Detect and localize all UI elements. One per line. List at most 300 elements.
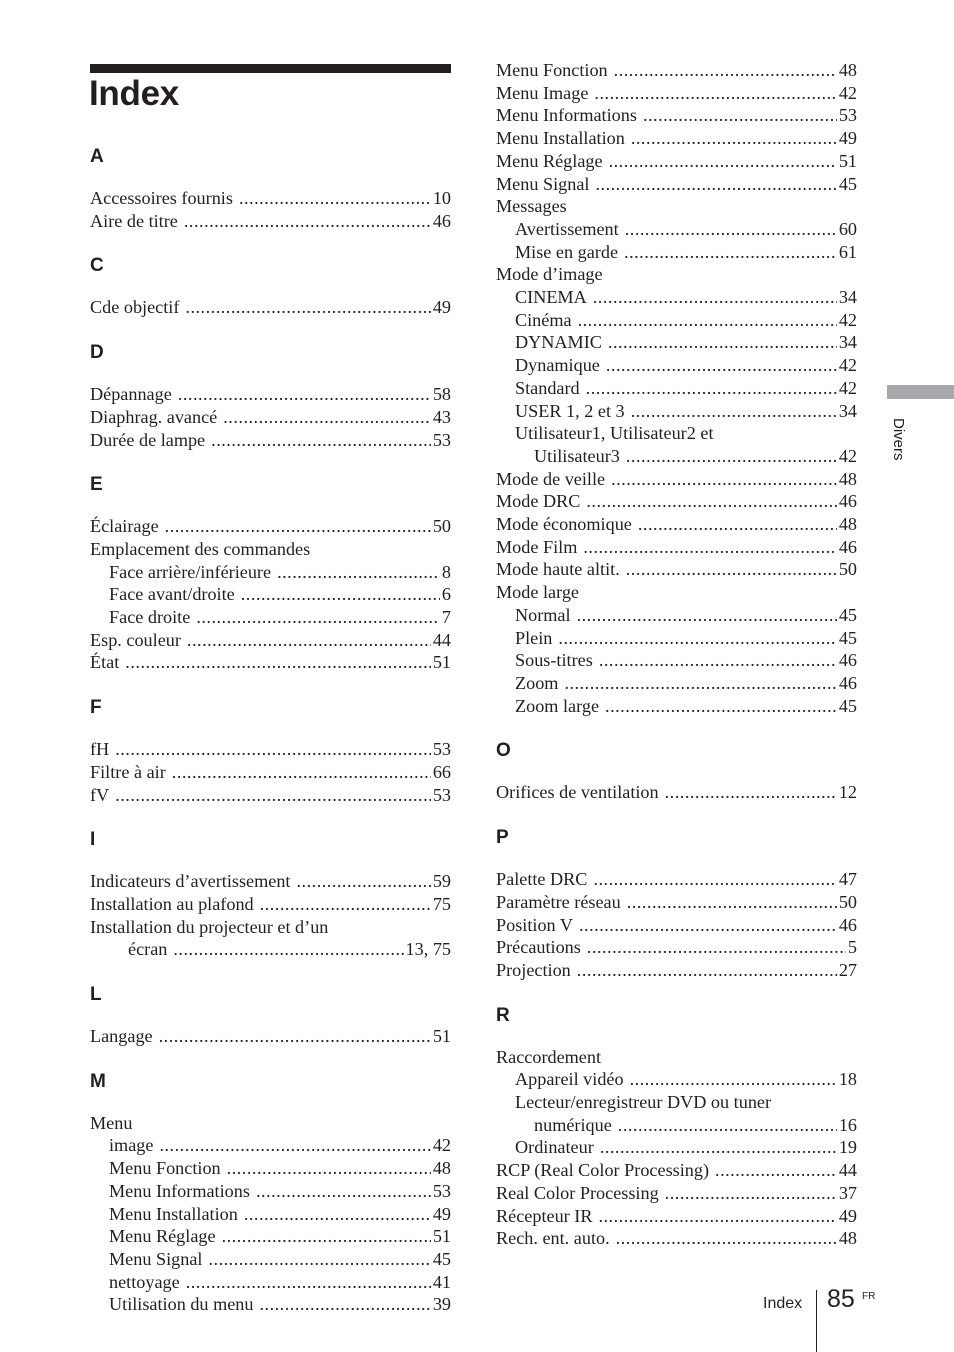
index-section (90, 474, 451, 674)
index-entry (496, 127, 857, 150)
dot-leader (605, 695, 837, 718)
entry-page-ref: 42 (838, 355, 857, 376)
dot-leader (239, 187, 431, 210)
index-entry (90, 1293, 451, 1316)
entry-label: Face arrière/inférieure (109, 561, 272, 582)
index-section (90, 829, 451, 961)
entry-page-ref: 45 (432, 1248, 451, 1269)
dot-leader (614, 59, 837, 82)
index-heading: Menu (90, 1112, 133, 1133)
index-entry (90, 515, 451, 538)
index-entry (496, 59, 857, 82)
dot-leader (196, 606, 440, 629)
section-letter: I (90, 829, 96, 851)
index-entry (496, 1136, 857, 1159)
dot-leader (227, 1157, 431, 1180)
dot-leader (625, 218, 837, 241)
section-letter: R (496, 1004, 510, 1026)
entry-label: Éclairage (90, 516, 159, 537)
entry-page-ref: 51 (432, 652, 451, 673)
index-entry (90, 406, 451, 429)
index-entry (90, 738, 451, 761)
entry-label: Mise en garde (515, 241, 619, 262)
index-entry (90, 429, 451, 452)
entry-page-ref: 34 (838, 400, 857, 421)
entry-label: Projection (496, 959, 571, 980)
index-entry (90, 583, 451, 606)
entry-label: Accessoires fournis (90, 188, 233, 208)
entry-page-ref: 53 (432, 784, 451, 805)
index-entry (496, 490, 857, 513)
index-heading: Lecteur/enregistreur DVD ou tuner (515, 1092, 772, 1113)
index-entry (496, 331, 857, 354)
dot-leader (259, 1293, 430, 1316)
dot-leader (260, 893, 431, 916)
entry-page-ref: 8 (441, 561, 451, 582)
entry-label: nettoyage (109, 1271, 180, 1292)
index-entry (90, 629, 451, 652)
page-number: 85 (827, 1285, 855, 1313)
index-column-right (496, 59, 857, 1273)
entry-label: Ordinateur (515, 1137, 594, 1158)
index-entry (90, 1180, 451, 1203)
dot-leader (665, 1182, 837, 1205)
index-entry (90, 561, 451, 584)
entry-label: Zoom (515, 672, 559, 693)
entry-label: État (90, 652, 120, 673)
dot-leader (115, 784, 431, 807)
entry-label: Utilisation du menu (109, 1294, 254, 1315)
section-letter: E (90, 474, 103, 496)
index-heading: Utilisateur1, Utilisateur2 et (515, 423, 714, 444)
entry-label: Diaphrag. avancé (90, 406, 218, 427)
dot-leader (558, 627, 836, 650)
index-entry (496, 400, 857, 423)
entry-page-ref: 39 (432, 1294, 451, 1315)
dot-leader (159, 1025, 431, 1048)
entry-page-ref: 6 (441, 584, 451, 605)
entry-page-ref: 42 (432, 1135, 451, 1156)
dot-leader (241, 583, 440, 606)
index-entry (496, 781, 857, 804)
index-entry (496, 104, 857, 127)
dot-leader (125, 651, 431, 674)
entry-page-ref: 51 (838, 150, 857, 171)
entry-page-ref: 34 (838, 332, 857, 353)
dot-leader (600, 1136, 837, 1159)
index-section (90, 984, 451, 1048)
entry-page-ref: 41 (432, 1271, 451, 1292)
entry-label: Menu Informations (109, 1180, 250, 1201)
dot-leader (211, 429, 431, 452)
index-entry (496, 1227, 857, 1250)
entry-page-ref: 43 (432, 406, 451, 427)
footer-divider (816, 1290, 817, 1352)
entry-label: RCP (Real Color Processing) (496, 1160, 710, 1181)
entry-page-ref: 46 (432, 210, 451, 231)
entry-label: Orifices de ventilation (496, 782, 659, 803)
dot-leader (626, 445, 837, 468)
dot-leader (593, 286, 837, 309)
entry-label: Menu Installation (496, 128, 625, 149)
entry-page-ref: 42 (838, 82, 857, 103)
entry-page-ref: 45 (838, 604, 857, 625)
entry-page-ref: 53 (432, 429, 451, 450)
index-entry (496, 218, 857, 241)
dot-leader (643, 104, 837, 127)
index-entry (90, 1025, 451, 1048)
entry-label: Installation au plafond (90, 893, 254, 914)
dot-leader (631, 127, 837, 150)
entry-page-ref: 51 (432, 1026, 451, 1047)
dot-leader (599, 649, 837, 672)
entry-page-ref: 16 (838, 1114, 857, 1135)
index-section (90, 342, 451, 451)
section-letter: L (90, 984, 102, 1006)
entry-page-ref: 5 (847, 937, 857, 958)
entry-label: Utilisateur3 (534, 445, 620, 466)
index-entry (496, 891, 857, 914)
entry-page-ref: 42 (838, 377, 857, 398)
index-entry (90, 870, 451, 893)
dot-leader (616, 1227, 837, 1250)
index-entry (496, 959, 857, 982)
entry-page-ref: 53 (838, 105, 857, 126)
entry-label: Menu Signal (109, 1248, 203, 1269)
index-section (496, 1005, 857, 1250)
entry-label: Cinéma (515, 309, 572, 330)
entry-label: Appareil vidéo (515, 1069, 624, 1090)
dot-leader (606, 354, 837, 377)
index-entry (496, 354, 857, 377)
entry-page-ref: 46 (838, 536, 857, 557)
entry-page-ref: 61 (838, 241, 857, 262)
language-code: FR (862, 1291, 876, 1302)
entry-label: DYNAMIC (515, 332, 602, 353)
dot-leader (593, 868, 836, 891)
entry-page-ref: 45 (838, 695, 857, 716)
entry-page-ref: 60 (838, 218, 857, 239)
entry-page-ref: 53 (432, 1180, 451, 1201)
entry-label: USER 1, 2 et 3 (515, 400, 625, 421)
index-section (90, 255, 451, 319)
entry-label: Esp. couleur (90, 629, 181, 650)
index-entry (90, 1134, 451, 1157)
entry-label: Position V (496, 914, 573, 935)
index-entry (496, 558, 857, 581)
index-entry (496, 445, 857, 468)
entry-label: Mode DRC (496, 491, 581, 512)
dot-leader (578, 309, 837, 332)
entry-label: fV (90, 784, 110, 805)
index-entry (496, 1114, 857, 1137)
entry-page-ref: 7 (441, 607, 451, 628)
entry-label: écran (128, 939, 168, 960)
entry-label: Filtre à air (90, 761, 166, 782)
index-heading: Mode large (496, 582, 579, 603)
dot-leader (587, 936, 846, 959)
index-section (90, 146, 451, 232)
dot-leader (185, 296, 430, 319)
dot-leader (624, 241, 837, 264)
index-entry (496, 513, 857, 536)
index-entry (90, 210, 451, 233)
entry-label: Rech. ent. auto. (496, 1228, 610, 1249)
dot-leader (665, 781, 837, 804)
entry-label: Cde objectif (90, 297, 180, 318)
index-entry (496, 82, 857, 105)
index-entry (90, 651, 451, 674)
entry-page-ref: 49 (838, 1205, 857, 1226)
entry-page-ref: 19 (838, 1137, 857, 1158)
dot-leader (159, 1134, 430, 1157)
entry-page-ref: 66 (432, 761, 451, 782)
entry-label: numérique (534, 1114, 612, 1135)
entry-page-ref: 49 (432, 1203, 451, 1224)
entry-label: Menu Informations (496, 105, 637, 126)
entry-page-ref: 46 (838, 914, 857, 935)
dot-leader (277, 561, 440, 584)
dot-leader (627, 891, 837, 914)
entry-label: Menu Fonction (496, 60, 608, 80)
index-entry (90, 606, 451, 629)
entry-label: Zoom large (515, 695, 600, 716)
index-entry (496, 150, 857, 173)
index-entry (496, 914, 857, 937)
index-heading: Emplacement des commandes (90, 538, 311, 559)
dot-leader (586, 377, 837, 400)
dot-leader (715, 1159, 837, 1182)
index-heading: Messages (496, 196, 567, 217)
dot-leader (626, 558, 837, 581)
dot-leader (187, 629, 431, 652)
page-title: Index (89, 74, 179, 113)
entry-page-ref: 12 (838, 782, 857, 803)
entry-label: Paramètre réseau (496, 891, 621, 912)
dot-leader (297, 870, 431, 893)
index-entry (496, 1205, 857, 1228)
index-section (496, 827, 857, 982)
dot-leader (165, 515, 431, 538)
entry-page-ref: 50 (432, 516, 451, 537)
index-entry (496, 286, 857, 309)
index-entry (496, 468, 857, 491)
entry-page-ref: 27 (838, 959, 857, 980)
entry-label: Menu Image (496, 82, 589, 103)
entry-page-ref: 75 (432, 893, 451, 914)
section-letter: P (496, 827, 509, 849)
index-entry (90, 1248, 451, 1271)
index-entry (90, 938, 451, 961)
entry-page-ref: 59 (432, 871, 451, 892)
index-entry (496, 936, 857, 959)
entry-page-ref: 45 (838, 173, 857, 194)
entry-label: Sous-titres (515, 650, 593, 671)
entry-page-ref: 51 (432, 1226, 451, 1247)
side-tab-marker (887, 385, 954, 399)
dot-leader (611, 468, 837, 491)
entry-label: Dynamique (515, 355, 600, 376)
entry-label: Face avant/droite (109, 584, 235, 605)
entry-label: Menu Fonction (109, 1158, 221, 1179)
footer-section-label: Index (763, 1295, 803, 1312)
dot-leader (115, 738, 431, 761)
entry-label: Durée de lampe (90, 429, 206, 450)
index-entry (496, 695, 857, 718)
entry-label: Plein (515, 627, 553, 648)
index-section (496, 59, 857, 717)
section-letter: F (90, 697, 102, 719)
index-heading: Raccordement (496, 1046, 602, 1067)
entry-label: Menu Signal (496, 173, 590, 194)
entry-page-ref: 48 (838, 60, 857, 80)
entry-page-ref: 48 (838, 468, 857, 489)
index-entry (496, 1068, 857, 1091)
dot-leader (630, 1068, 837, 1091)
entry-page-ref: 44 (838, 1160, 857, 1181)
entry-page-ref: 50 (838, 891, 857, 912)
index-entry (90, 1203, 451, 1226)
index-entry (496, 1159, 857, 1182)
section-letter: A (90, 146, 104, 167)
index-entry (90, 893, 451, 916)
entry-page-ref: 44 (432, 629, 451, 650)
entry-label: Dépannage (90, 384, 172, 405)
index-entry (496, 627, 857, 650)
entry-label: Standard (515, 377, 580, 398)
index-entry (90, 1157, 451, 1180)
entry-page-ref: 13, 75 (405, 939, 451, 960)
index-heading: Mode d’image (496, 264, 603, 285)
section-letter: D (90, 342, 104, 364)
entry-label: Menu Réglage (496, 150, 603, 171)
entry-label: Menu Installation (109, 1203, 238, 1224)
entry-page-ref: 47 (838, 869, 857, 890)
dot-leader (583, 536, 836, 559)
dot-leader (244, 1203, 431, 1226)
entry-page-ref: 49 (838, 128, 857, 149)
entry-label: fH (90, 739, 110, 760)
dot-leader (598, 1205, 836, 1228)
index-entry (90, 1271, 451, 1294)
dot-leader (256, 1180, 431, 1203)
side-tab-label: Divers (890, 418, 907, 461)
entry-label: Menu Réglage (109, 1226, 216, 1247)
dot-leader (178, 383, 431, 406)
dot-leader (564, 672, 836, 695)
entry-label: Aire de titre (90, 210, 178, 231)
entry-page-ref: 48 (838, 1228, 857, 1249)
section-letter: O (496, 740, 511, 762)
index-entry (90, 383, 451, 406)
index-entry (90, 187, 451, 210)
entry-label: Mode économique (496, 514, 632, 535)
index-entry (496, 536, 857, 559)
section-letter: M (90, 1070, 106, 1092)
index-section (90, 1071, 451, 1316)
dot-leader (631, 400, 837, 423)
entry-label: Langage (90, 1026, 153, 1047)
dot-leader (594, 82, 836, 105)
dot-leader (595, 173, 836, 196)
index-entry (90, 1225, 451, 1248)
index-column-left (90, 142, 451, 1339)
entry-label: Mode haute altit. (496, 559, 620, 580)
entry-page-ref: 53 (432, 739, 451, 760)
entry-page-ref: 46 (838, 491, 857, 512)
dot-leader (638, 513, 837, 536)
entry-page-ref: 37 (838, 1182, 857, 1203)
entry-page-ref: 34 (838, 287, 857, 308)
index-section (90, 697, 451, 806)
entry-page-ref: 46 (838, 672, 857, 693)
section-letter: C (90, 255, 104, 277)
entry-label: Récepteur IR (496, 1205, 593, 1226)
entry-page-ref: 45 (838, 627, 857, 648)
dot-leader (618, 1114, 837, 1137)
entry-label: image (109, 1135, 154, 1156)
entry-label: Face droite (109, 607, 191, 628)
dot-leader (223, 406, 431, 429)
index-entry (90, 761, 451, 784)
dot-leader (172, 761, 431, 784)
entry-page-ref: 48 (432, 1158, 451, 1179)
entry-label: Avertissement (515, 218, 619, 239)
index-entry (496, 604, 857, 627)
dot-leader (186, 1271, 431, 1294)
entry-label: Mode Film (496, 536, 578, 557)
dot-leader (577, 604, 837, 627)
dot-leader (609, 150, 837, 173)
dot-leader (608, 331, 837, 354)
entry-label: Mode de veille (496, 468, 606, 489)
index-entry (496, 241, 857, 264)
index-entry (496, 173, 857, 196)
dot-leader (579, 914, 837, 937)
entry-page-ref: 50 (838, 559, 857, 580)
entry-label: Précautions (496, 937, 581, 958)
index-heading: Installation du projecteur et d’un (90, 916, 329, 937)
entry-page-ref: 49 (432, 297, 451, 318)
entry-label: Indicateurs d’avertissement (90, 871, 291, 892)
entry-label: Palette DRC (496, 869, 588, 890)
entry-page-ref: 18 (838, 1069, 857, 1090)
index-entry (496, 649, 857, 672)
dot-leader (208, 1248, 430, 1271)
entry-page-ref: 46 (838, 650, 857, 671)
index-section (496, 740, 857, 804)
entry-label: Real Color Processing (496, 1182, 659, 1203)
dot-leader (173, 938, 403, 961)
index-entry (90, 784, 451, 807)
dot-leader (222, 1225, 431, 1248)
index-entry (90, 296, 451, 319)
entry-page-ref: 58 (432, 384, 451, 405)
index-entry (496, 377, 857, 400)
entry-page-ref: 48 (838, 514, 857, 535)
entry-label: Normal (515, 604, 571, 625)
entry-page-ref: 10 (432, 188, 451, 208)
dot-leader (577, 959, 837, 982)
index-entry (496, 868, 857, 891)
dot-leader (184, 210, 431, 233)
index-entry (496, 309, 857, 332)
index-entry (496, 672, 857, 695)
entry-label: CINEMA (515, 287, 587, 308)
index-entry (496, 1182, 857, 1205)
dot-leader (586, 490, 836, 513)
entry-page-ref: 42 (838, 309, 857, 330)
